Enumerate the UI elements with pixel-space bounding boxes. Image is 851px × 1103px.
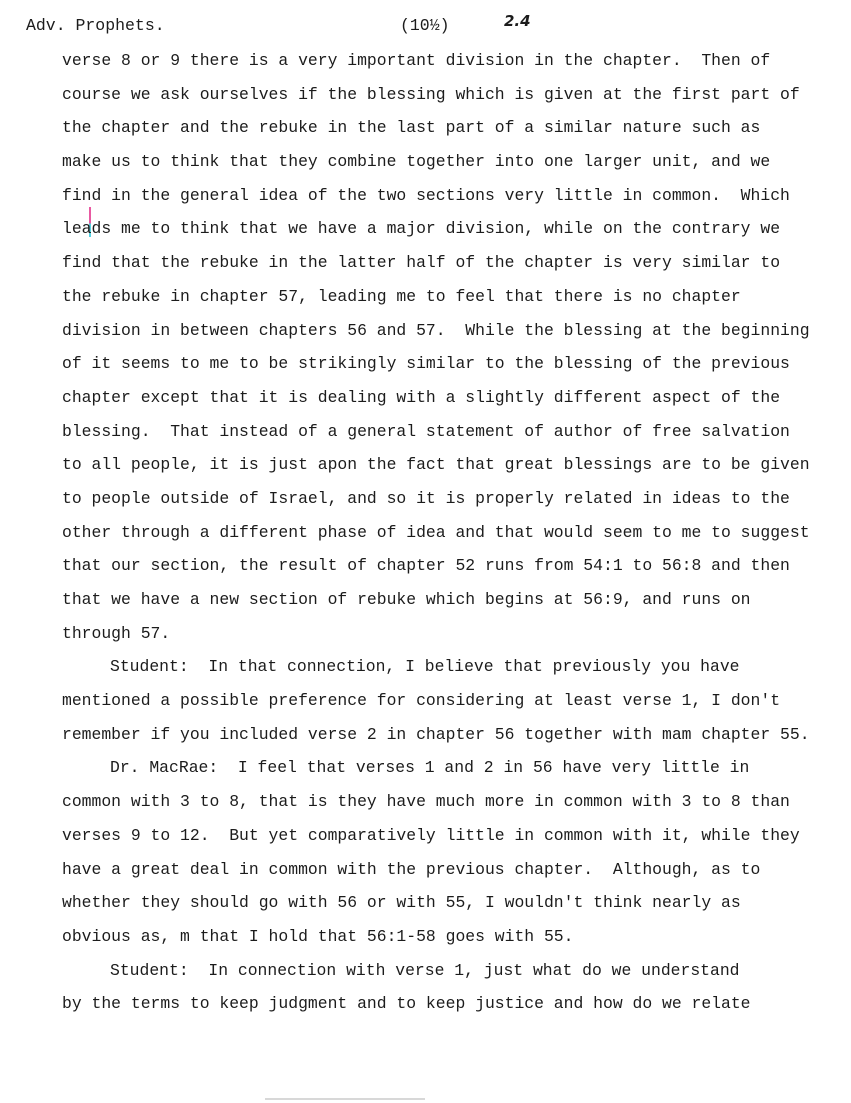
page-header — [26, 12, 826, 42]
text-line: mentioned a possible preference for considering at least verse 1, I don't — [62, 691, 781, 711]
text-line: remember if you included verse 2 in chapter 56 together with mam chapter 55. — [62, 724, 810, 744]
text-line-paragraph-start: Dr. MacRae: I feel that verses 1 and 2 in 56 have very little in — [110, 758, 750, 778]
text-line: blessing. That instead of a general statement of author of free salvation — [62, 421, 790, 441]
text-line: leads me to think that we have a major division, while on the contrary we — [62, 219, 781, 239]
page-number: (10½) — [400, 16, 450, 35]
text-line: division in between chapters 56 and 57. While the blessing at the beginning — [62, 320, 810, 340]
text-line: through 57. — [62, 623, 171, 643]
text-line: the rebuke in chapter 57, leading me to feel that there is no chapter — [62, 286, 741, 306]
text-line: that our section, the result of chapter 52 runs from 54:1 to 56:8 and then — [62, 556, 790, 576]
text-line: whether they should go with 56 or with 55, I wouldn't think nearly as — [62, 893, 741, 913]
faint-bottom-mark — [265, 1098, 425, 1100]
text-line: chapter except that it is dealing with a slightly different aspect of the — [62, 387, 781, 407]
text-line: have a great deal in common with the previous chapter. Although, as to — [62, 859, 761, 879]
text-line: find in the general idea of the two sections very little in common. Which — [62, 185, 790, 205]
text-line: to all people, it is just apon the fact that great blessings are to be given — [62, 455, 810, 475]
text-line: common with 3 to 8, that is they have much more in common with 3 to 8 than — [62, 792, 790, 812]
text-line: other through a different phase of idea and that would seem to me to suggest — [62, 522, 810, 542]
text-line: find that the rebuke in the latter half of the chapter is very similar to — [62, 253, 781, 273]
text-line: the chapter and the rebuke in the last part of a similar nature such as — [62, 118, 761, 138]
text-line: obvious as, m that I hold that 56:1-58 goes with 55. — [62, 926, 574, 946]
text-line: to people outside of Israel, and so it is properly related in ideas to the — [62, 488, 790, 508]
handwritten-page-mark: 2.4 — [504, 12, 531, 30]
text-line: that we have a new section of rebuke which begins at 56:9, and runs on — [62, 590, 751, 609]
text-line: verse 8 or 9 there is a very important division in the chapter. Then of — [62, 51, 771, 70]
text-line: of it seems to me to be strikingly similar to the blessing of the previous — [62, 354, 790, 374]
text-line: course we ask ourselves if the blessing which is given at the first part of — [62, 84, 800, 104]
header-title: Adv. Prophets. — [26, 16, 165, 35]
text-line-paragraph-start: Student: In connection with verse 1, just what do we understand — [110, 960, 740, 980]
text-line: make us to think that they combine together into one larger unit, and we — [62, 152, 771, 172]
text-line: verses 9 to 12. But yet comparatively little in common with it, while they — [62, 825, 800, 845]
text-line: by the terms to keep judgment and to keep justice and how do we relate — [62, 994, 751, 1014]
text-line-paragraph-start: Student: In that connection, I believe that previously you have — [110, 657, 740, 677]
document-body — [62, 44, 842, 1021]
